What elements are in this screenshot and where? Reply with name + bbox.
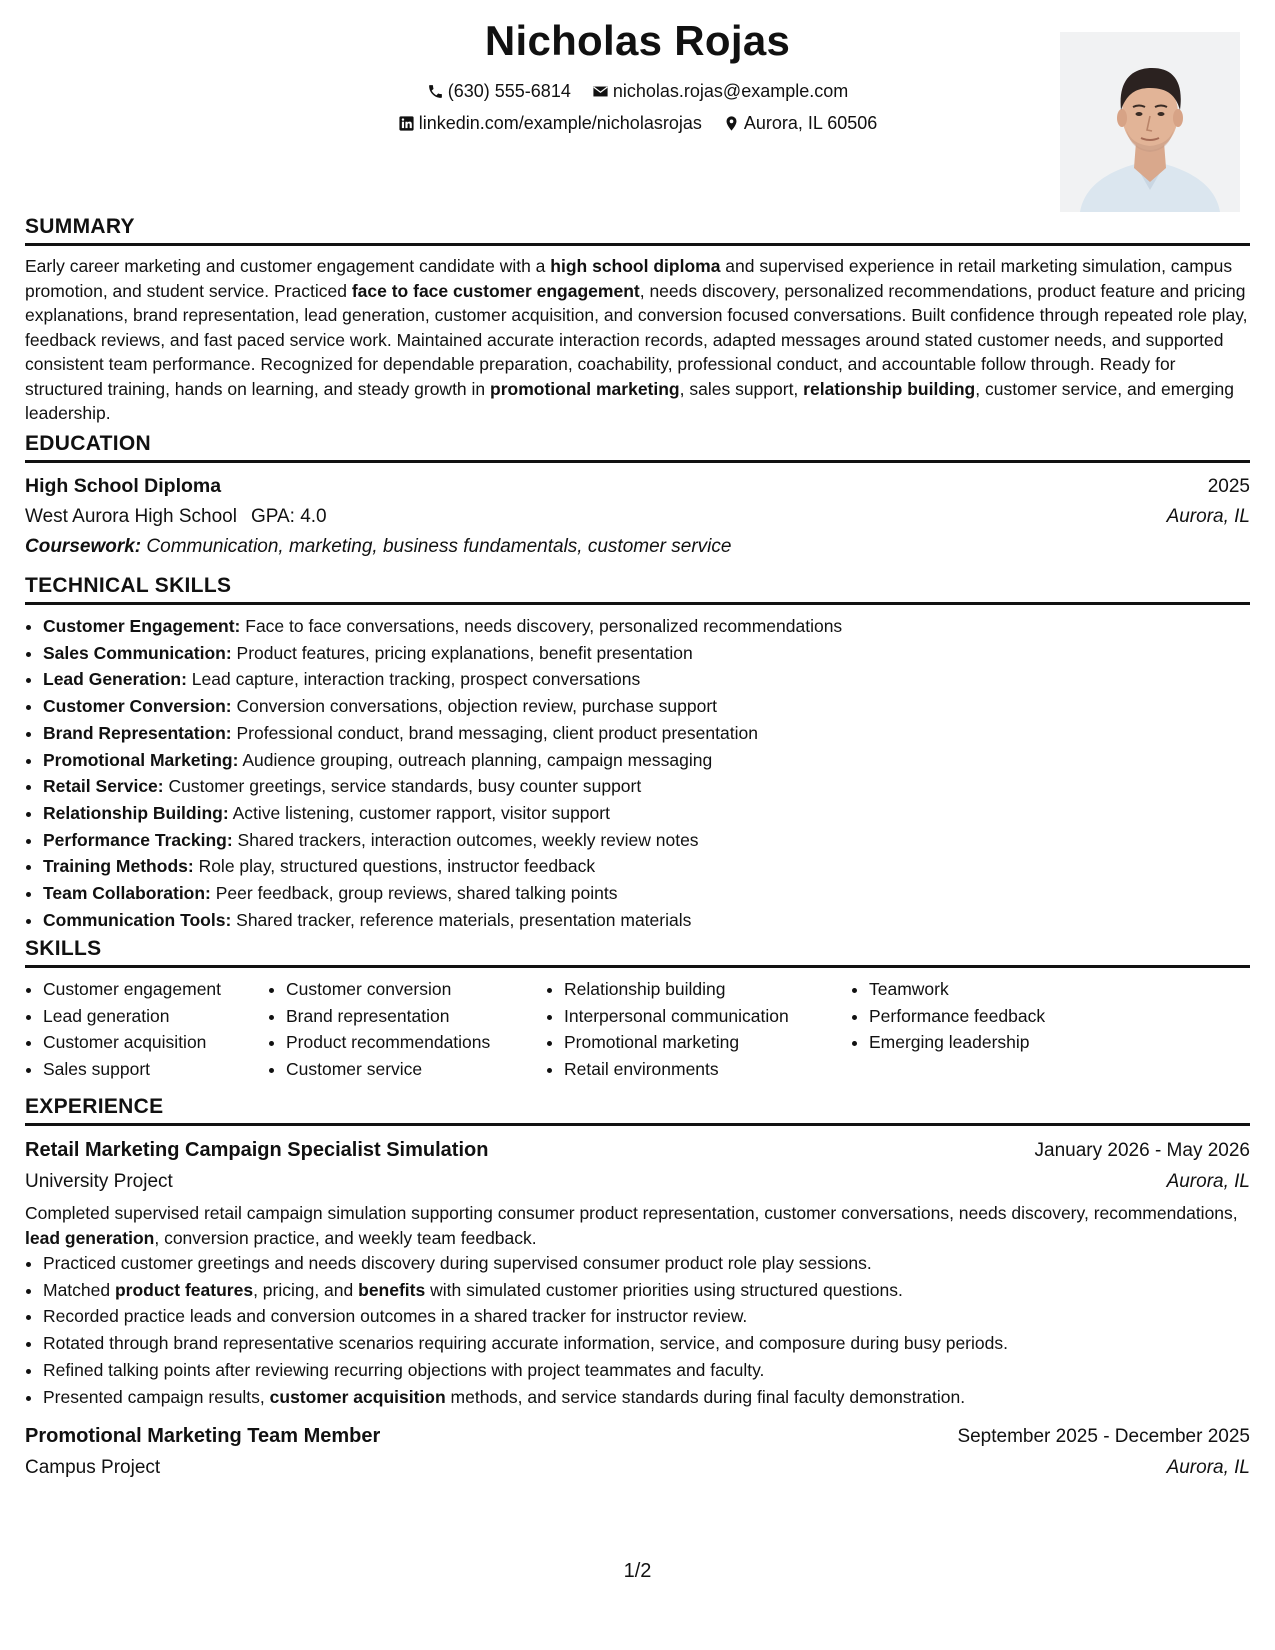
summary-heading: SUMMARY bbox=[25, 214, 1250, 246]
map-pin-icon bbox=[723, 115, 740, 132]
education-heading: EDUCATION bbox=[25, 431, 1250, 463]
job-bullet: • Refined talking points after reviewing recurring objections with project teammates and faculty. bbox=[43, 1357, 1250, 1384]
job-title: Promotional Marketing Team Member bbox=[25, 1425, 381, 1448]
technical-skills-list bbox=[25, 613, 1250, 933]
technical-skill-item: • Customer Conversion: Conversion conversations, objection review, purchase support bbox=[43, 693, 1250, 720]
job-bullet: • Rotated through brand representative scenarios requiring accurate information, service, and composure during busy periods. bbox=[43, 1330, 1250, 1357]
education-row-2 bbox=[25, 502, 1250, 532]
education-section bbox=[25, 431, 1250, 562]
degree: High School Diploma bbox=[25, 475, 222, 497]
job-bullet: • Presented campaign results, customer acquisition methods, and service standards during final faculty demonstration. bbox=[43, 1384, 1250, 1411]
coursework: Coursework: Communication, marketing, business fundamentals, customer service bbox=[25, 536, 732, 557]
technical-skill-item: • Promotional Marketing: Audience grouping, outreach planning, campaign messaging bbox=[43, 747, 1250, 774]
envelope-icon bbox=[592, 83, 609, 100]
job-location: Aurora, IL bbox=[1166, 1457, 1250, 1479]
job-description: Completed supervised retail campaign simulation supporting consumer product representation, customer conversations, needs discovery, recommendations, lead generation, conversion practice, and weekly team feedback. bbox=[25, 1203, 1238, 1248]
school-name: West Aurora High School bbox=[25, 506, 237, 527]
technical-skill-item: • Sales Communication: Product features, pricing explanations, benefit presentation bbox=[43, 640, 1250, 667]
job-dates: January 2026 - May 2026 bbox=[1034, 1140, 1250, 1161]
technical-skill-item: • Communication Tools: Shared tracker, reference materials, presentation materials bbox=[43, 907, 1250, 934]
skill-item: • Brand representation bbox=[286, 1003, 546, 1030]
portrait-image bbox=[1060, 32, 1240, 212]
location-item bbox=[723, 111, 877, 135]
email-link[interactable] bbox=[592, 79, 848, 103]
technical-skill-item: • Relationship Building: Active listening, customer rapport, visitor support bbox=[43, 800, 1250, 827]
skill-item: • Lead generation bbox=[43, 1003, 268, 1030]
linkedin-text: linkedin.com/example/nicholasrojas bbox=[418, 113, 702, 133]
resume-page bbox=[25, 0, 1250, 1479]
education-row-1 bbox=[25, 471, 1250, 502]
linkedin-icon bbox=[398, 115, 415, 132]
job-header bbox=[25, 1420, 1250, 1453]
skills-column bbox=[546, 976, 851, 1083]
skill-item: • Performance feedback bbox=[869, 1003, 1119, 1030]
school-location: Aurora, IL bbox=[1166, 506, 1250, 527]
technical-skills-section bbox=[25, 573, 1250, 933]
skill-item: • Interpersonal communication bbox=[564, 1003, 851, 1030]
job-organization: University Project bbox=[25, 1171, 173, 1192]
job-bullets bbox=[25, 1250, 1250, 1410]
job-title: Retail Marketing Campaign Specialist Simulation bbox=[25, 1139, 489, 1161]
skills-section bbox=[25, 936, 1250, 1083]
skill-item: • Teamwork bbox=[869, 976, 1119, 1003]
skills-column bbox=[268, 976, 546, 1083]
skills-grid bbox=[25, 976, 1250, 1083]
job-bullet: • Recorded practice leads and conversion outcomes in a shared tracker for instructor review. bbox=[43, 1303, 1250, 1330]
summary-paragraph: Early career marketing and customer engagement candidate with a high school diploma and supervised experience in retail marketing simulation, campus promotion, and student service. Practiced face to face customer engagement, needs discovery, personalized recommendations, product feature and pricing explanations, brand representation, lead generation, customer acquisition, and conversion focused conversations. Built confidence through repeated role play, feedback reviews, and fast paced service work. Maintained accurate interaction records, adapted messages around stated customer needs, and supported consistent team performance. Recognized for dependable preparation, coachability, professional conduct, and accountable follow through. Ready for structured training, hands on learning, and steady growth in promotional marketing, sales support, relationship building, customer service, and emerging leadership. bbox=[25, 256, 1248, 423]
phone-icon bbox=[427, 83, 444, 100]
skill-item: • Relationship building bbox=[564, 976, 851, 1003]
location-text: Aurora, IL 60506 bbox=[743, 113, 878, 133]
job-location: Aurora, IL bbox=[1166, 1171, 1250, 1192]
skills-column bbox=[25, 976, 268, 1083]
phone-link[interactable] bbox=[427, 79, 571, 103]
technical-skill-item: • Retail Service: Customer greetings, service standards, busy counter support bbox=[43, 773, 1250, 800]
job-bullet: • Practiced customer greetings and needs discovery during supervised consumer product role play sessions. bbox=[43, 1250, 1250, 1277]
job-organization: Campus Project bbox=[25, 1457, 161, 1479]
job-entry bbox=[25, 1134, 1250, 1410]
candidate-name: Nicholas Rojas bbox=[484, 17, 791, 64]
job-subheader bbox=[25, 1453, 1250, 1483]
resume-header bbox=[25, 0, 1250, 215]
technical-skills-heading: TECHNICAL SKILLS bbox=[25, 573, 1250, 605]
skill-item: • Emerging leadership bbox=[869, 1029, 1119, 1056]
skill-item: • Promotional marketing bbox=[564, 1029, 851, 1056]
technical-skill-item: • Brand Representation: Professional conduct, brand messaging, client product presentation bbox=[43, 720, 1250, 747]
skill-item: • Customer engagement bbox=[43, 976, 268, 1003]
experience-section bbox=[25, 1094, 1250, 1483]
technical-skill-item: • Lead Generation: Lead capture, interaction tracking, prospect conversations bbox=[43, 666, 1250, 693]
skill-item: • Customer service bbox=[286, 1056, 546, 1083]
school-line bbox=[25, 502, 327, 532]
skill-item: • Customer conversion bbox=[286, 976, 546, 1003]
technical-skill-item: • Team Collaboration: Peer feedback, group reviews, shared talking points bbox=[43, 880, 1250, 907]
phone-text: (630) 555-6814 bbox=[447, 81, 571, 101]
job-bullet: • Matched product features, pricing, and benefits with simulated customer priorities using structured questions. bbox=[43, 1277, 1250, 1304]
job-entry bbox=[25, 1420, 1250, 1483]
page-number: 1/2 bbox=[623, 1560, 652, 1582]
skills-column bbox=[851, 976, 1119, 1083]
job-dates: September 2025 - December 2025 bbox=[957, 1426, 1250, 1448]
email-text: nicholas.rojas@example.com bbox=[612, 81, 849, 101]
profile-photo bbox=[1060, 32, 1240, 212]
skill-item: • Retail environments bbox=[564, 1056, 851, 1083]
technical-skill-item: • Training Methods: Role play, structured questions, instructor feedback bbox=[43, 853, 1250, 880]
job-header bbox=[25, 1134, 1250, 1167]
skill-item: • Sales support bbox=[43, 1056, 268, 1083]
skills-heading: SKILLS bbox=[25, 936, 1250, 968]
gpa: GPA: 4.0 bbox=[250, 506, 327, 527]
linkedin-link[interactable] bbox=[398, 111, 702, 135]
technical-skill-item: • Customer Engagement: Face to face conversations, needs discovery, personalized recommendations bbox=[43, 613, 1250, 640]
skill-item: • Customer acquisition bbox=[43, 1029, 268, 1056]
graduation-year: 2025 bbox=[1207, 476, 1250, 497]
job-subheader bbox=[25, 1167, 1250, 1197]
technical-skill-item: • Performance Tracking: Shared trackers, interaction outcomes, weekly review notes bbox=[43, 827, 1250, 854]
summary-section bbox=[25, 214, 1250, 426]
skill-item: • Product recommendations bbox=[286, 1029, 546, 1056]
experience-heading: EXPERIENCE bbox=[25, 1094, 1250, 1126]
